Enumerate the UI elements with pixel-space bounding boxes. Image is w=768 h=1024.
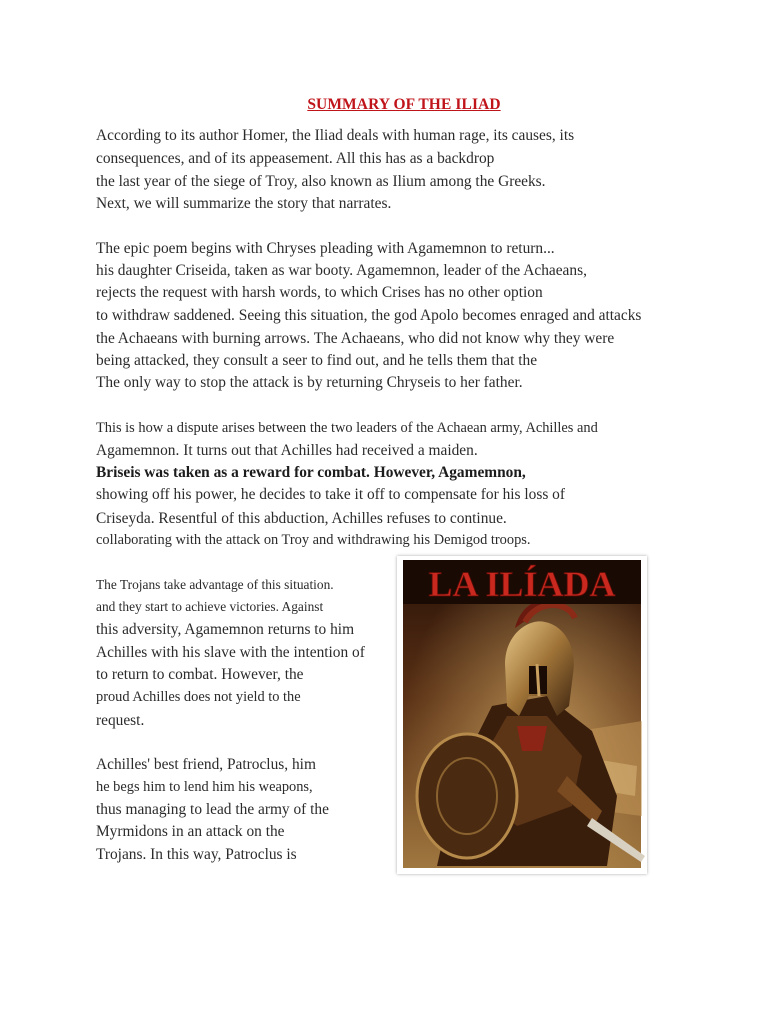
paragraph-5-line: he begs him to lend him his weapons, [96,779,313,795]
paragraph-3-line: Agamemnon. It turns out that Achilles had received a maiden. [96,442,478,459]
paragraph-5-line: Achilles' best friend, Patroclus, him [96,756,316,773]
paragraph-5-line: thus managing to lead the army of the [96,801,329,818]
paragraph-2-line: his daughter Criseida, taken as war booty. Agamemnon, leader of the Achaeans, [96,262,587,279]
paragraph-2-line: the Achaeans with burning arrows. The Achaeans, who did not know why they were [96,330,615,347]
paragraph-2-line: being attacked, they consult a seer to find out, and he tells them that the [96,352,538,369]
paragraph-2-line: to withdraw saddened. Seeing this situation, the god Apolo becomes enraged and attacks [96,307,642,324]
paragraph-2-line: The epic poem begins with Chryses pleading with Agamemnon to return... [96,240,555,257]
paragraph-1-line: consequences, and of its appeasement. All this has as a backdrop [96,150,495,167]
document-title: SUMMARY OF THE ILIAD [307,96,501,113]
paragraph-3-line: collaborating with the attack on Troy and withdrawing his Demigod troops. [96,532,531,548]
paragraph-5-line: Trojans. In this way, Patroclus is [96,846,297,863]
paragraph-2-line: rejects the request with harsh words, to which Crises has no other option [96,284,543,301]
paragraph-4-line: request. [96,712,145,729]
paragraph-5-line: Myrmidons in an attack on the [96,823,285,840]
paragraph-1-line: the last year of the siege of Troy, also known as Ilium among the Greeks. [96,173,546,190]
paragraph-4-line: this adversity, Agamemnon returns to him [96,621,355,638]
paragraph-1-line: Next, we will summarize the story that narrates. [96,195,392,212]
cover-title: LA ILÍADA [428,564,616,604]
paragraph-1-line: According to its author Homer, the Iliad deals with human rage, its causes, its [96,127,575,144]
paragraph-4-line: proud Achilles does not yield to the [96,689,301,705]
paragraph-4-line: The Trojans take advantage of this situation. [96,577,334,592]
paragraph-3-line: This is how a dispute arises between the two leaders of the Achaean army, Achilles and [96,420,598,436]
paragraph-4-line: Achilles with his slave with the intention of [96,644,365,661]
iliad-cover-image [397,556,647,874]
paragraph-4-line: and they start to achieve victories. Against [96,599,324,614]
paragraph-2-line: The only way to stop the attack is by returning Chryseis to her father. [96,374,523,391]
paragraph-3-line: showing off his power, he decides to take it off to compensate for his loss of [96,486,565,503]
paragraph-3-line-bold: Briseis was taken as a reward for combat. However, Agamemnon, [96,464,526,481]
paragraph-4-line: to return to combat. However, the [96,666,304,683]
paragraph-3-line: Criseyda. Resentful of this abduction, Achilles refuses to continue. [96,510,507,527]
